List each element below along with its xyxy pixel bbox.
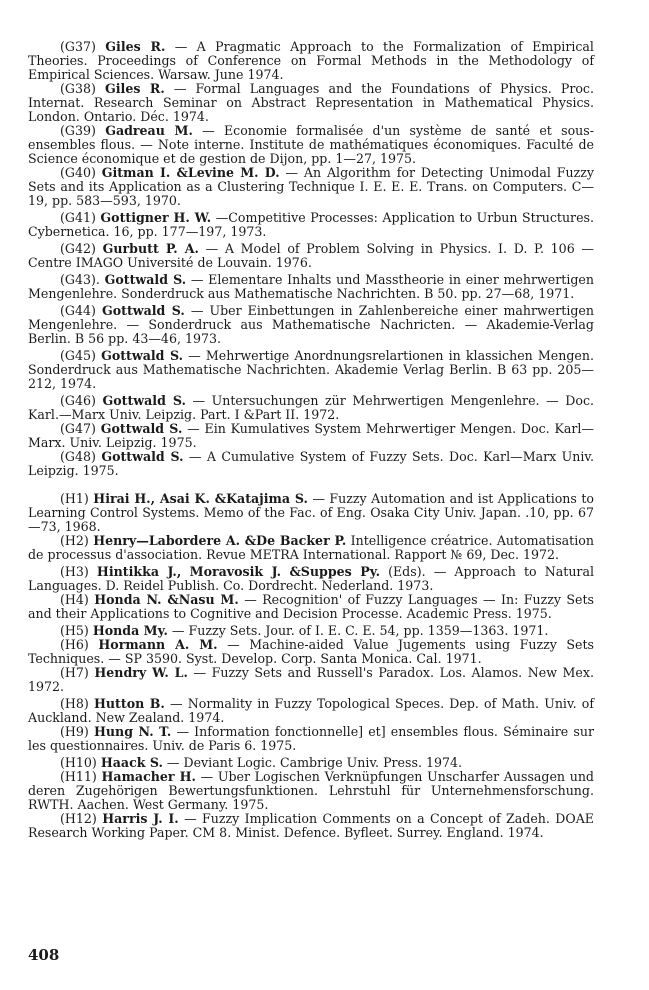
entry-code: (G39): [60, 123, 96, 138]
bib-entry-h10: [28, 756, 594, 770]
entry-text: —Competitive Processes: Application to Urbun Structures. Cybernetica. 16, pp. 177—197, 1973.: [28, 210, 594, 239]
entry-text: — Information fonctionnelle] et] ensembles flous. Séminaire sur les questionnaires. Univ. de Paris 6. 1975.: [28, 724, 594, 753]
entry-code: (H10): [60, 755, 97, 770]
entry-text: — A Model of Problem Solving in Physics. I. D. P. 106 — Centre IMAGO Université de Louvain. 1976.: [28, 241, 594, 270]
entry-text: — Uber Einbettungen in Zahlenbereiche einer mahrwertigen Mengenlehre. — Sonderdruck aus Mathematische Nachricten. — Akademie-Verlag Berlin. B 56 pp. 43—46, 1973.: [28, 303, 594, 346]
bib-entry-g48: [28, 450, 594, 478]
entry-authors: Gottwald S.: [104, 272, 187, 287]
entry-code: (H1): [60, 491, 89, 506]
entry-code: (H6): [60, 637, 89, 652]
bib-entry-g46: [28, 394, 594, 422]
bib-entry-g43: [28, 273, 594, 301]
entry-text: — Fuzzy Implication Comments on a Concept of Zadeh. DOAE Research Working Paper. CM 8. Minist. Defence. Byfleet. Surrey. England. 1974.: [28, 811, 594, 840]
entry-code: (G38): [60, 81, 96, 96]
entry-text: — Recognition' of Fuzzy Languages — In: Fuzzy Sets and their Applications to Cognitive and Decision Processe. Academic Press. 1975.: [28, 592, 594, 621]
entry-code: (G43).: [60, 272, 100, 287]
entry-authors: Gottwald S.: [101, 303, 185, 318]
entry-text: (Eds). — Approach to Natural Languages. D. Reidel Publish. Co. Dordrecht. Nederland. 1973.: [28, 564, 594, 593]
entry-code: (G40): [60, 165, 96, 180]
entry-code: (G44): [60, 303, 96, 318]
entry-code: (G37): [60, 39, 96, 54]
bib-entry-h5: [28, 624, 594, 638]
entry-authors: Hendry W. L.: [94, 665, 188, 680]
bib-entry-g44: [28, 304, 594, 346]
entry-authors: Henry—Labordere A. &De Backer P.: [93, 533, 347, 548]
entry-authors: Gitman I. &Levine M. D.: [101, 165, 280, 180]
bib-entry-h4: [28, 593, 594, 621]
entry-text: Intelligence créatrice. Automatisation de processus d'association. Revue METRA International. Rapport № 69, Dec. 1972.: [28, 533, 594, 562]
entry-code: (G45): [60, 348, 96, 363]
bib-entry-g37: [28, 40, 594, 82]
entry-authors: Harris J. I.: [102, 811, 179, 826]
entry-code: (G48): [60, 449, 96, 464]
entry-code: (H12): [60, 811, 97, 826]
entry-authors: Hormann A. M.: [98, 637, 218, 652]
bib-entry-g41: [28, 211, 594, 239]
entry-authors: Gottigner H. W.: [100, 210, 212, 225]
bib-entry-g38: [28, 82, 594, 124]
entry-authors: Gurbutt P. A.: [102, 241, 199, 256]
entry-code: (H11): [60, 769, 97, 784]
entry-text: — A Pragmatic Approach to the Formalization of Empirical Theories. Proceedings of Conference on Formal Methods in the Methodology of Empirical Sciences. Warsaw. June 1974.: [28, 39, 594, 82]
bib-entry-h12: [28, 812, 594, 840]
bib-entry-g39: [28, 124, 594, 166]
bib-entry-h7: [28, 666, 594, 694]
entry-authors: Gadreau M.: [105, 123, 193, 138]
entry-text: — Untersuchungen zür Mehrwertigen Mengenlehre. — Doc. Karl.—Marx Univ. Leipzig. Part. I &Part II. 1972.: [28, 393, 594, 422]
bib-entry-h2: [28, 534, 594, 562]
entry-code: (H9): [60, 724, 89, 739]
bib-entry-g40: [28, 166, 594, 208]
entry-code: (G42): [60, 241, 96, 256]
bib-entry-h6: [28, 638, 594, 666]
entry-authors: Honda N. &Nasu M.: [94, 592, 239, 607]
entry-authors: Hamacher H.: [101, 769, 196, 784]
entry-code: (H7): [60, 665, 89, 680]
entry-code: (G46): [60, 393, 96, 408]
entry-authors: Gottwald S.: [102, 393, 186, 408]
page-number: 408: [28, 946, 60, 964]
entry-authors: Haack S.: [100, 755, 163, 770]
entry-text: — Fuzzy Automation and ist Applications to Learning Control Systems. Memo of the Fac. of Eng. Osaka City Univ. Japan. .10, pp. 67—73, 1968.: [28, 491, 594, 534]
bib-entry-h3: [28, 565, 594, 593]
entry-code: (H3): [60, 564, 89, 579]
entry-authors: Gottwald S.: [101, 449, 184, 464]
entry-text: — Deviant Logic. Cambrige Univ. Press. 1974.: [166, 755, 462, 770]
entry-text: — Fuzzy Sets and Russell's Paradox. Los. Alamos. New Mex. 1972.: [28, 665, 594, 694]
entry-authors: Hirai H., Asai K. &Katajima S.: [93, 491, 308, 506]
bib-entry-g47: [28, 422, 594, 450]
entry-text: — Machine-aided Value Jugements using Fuzzy Sets Techniques. — SP 3590. Syst. Develop. Corp. Santa Monica. Cal. 1971.: [28, 637, 594, 666]
entry-text: — Mehrwertige Anordnungsrelartionen in klassichen Mengen. Sonderdruck aus Mathematische Nachrichten. Akademie Verlag Berlin. B 63 pp. 205—212, 1974.: [28, 348, 594, 391]
entry-code: (H8): [60, 696, 89, 711]
bib-entry-g45: [28, 349, 594, 391]
bib-entry-g42: [28, 242, 594, 270]
entry-authors: Gottwald S.: [101, 348, 184, 363]
entry-text: — Elementare Inhalts und Masstheorie in einer mehrwertigen Mengenlehre. Sonderdruck aus Mathematische Nachrichten. B 50. pp. 27—68, 1971.: [28, 272, 594, 301]
bib-entry-h8: [28, 697, 594, 725]
entry-text: — Uber Logischen Verknüpfungen Unscharfer Aussagen und deren Zugehörigen Bewertungsfunktionen. Lehrstuhl für Unternehmensforschung. RWTH. Aachen. West Germany. 1975.: [28, 769, 594, 812]
entry-text: — A Cumulative System of Fuzzy Sets. Doc. Karl—Marx Univ. Leipzig. 1975.: [28, 449, 594, 478]
entry-text: — Ein Kumulatives System Mehrwertiger Mengen. Doc. Karl—Marx. Univ. Leipzig. 1975.: [28, 421, 595, 450]
entry-text: — Formal Languages and the Foundations of Physics. Proc. Internat. Research Seminar on Abstract Representation in Mathematical Physics. London. Ontario. Déc. 1974.: [28, 81, 594, 124]
entry-code: (H5): [60, 623, 89, 638]
entry-authors: Gottwald S.: [100, 421, 183, 436]
entry-authors: Hintikka J., Moravosik J. &Suppes Py.: [96, 564, 380, 579]
entry-authors: Hutton B.: [94, 696, 165, 711]
bib-entry-h1: [28, 492, 594, 534]
entry-code: (H2): [60, 533, 89, 548]
bib-entry-h9: [28, 725, 594, 753]
entry-text: — Fuzzy Sets. Jour. of I. E. C. E. 54, pp. 1359—1363. 1971.: [171, 623, 549, 638]
entry-code: (H4): [60, 592, 89, 607]
entry-code: (G47): [60, 421, 96, 436]
entry-authors: Honda My.: [92, 623, 168, 638]
entry-text: — An Algorithm for Detecting Unimodal Fuzzy Sets and its Application as a Clustering Technique I. E. E. E. Trans. on Computers. C—19, pp. 583—593, 1970.: [28, 165, 594, 208]
entry-code: (G41): [60, 210, 96, 225]
entry-text: — Normality in Fuzzy Topological Speces. Dep. of Math. Univ. of Auckland. New Zealand. 1974.: [28, 696, 594, 725]
bibliography-page: [28, 40, 594, 840]
entry-authors: Giles R.: [105, 81, 165, 96]
entry-authors: Hung N. T.: [93, 724, 172, 739]
entry-authors: Giles R.: [105, 39, 166, 54]
bib-entry-h11: [28, 770, 594, 812]
entry-text: — Economie formalisée d'un système de santé et sous-ensembles flous. — Note interne. Institute de mathématiques économiques. Faculté de Science économique et de gestion de Dijon, pp. 1—27, 1975.: [28, 123, 594, 166]
